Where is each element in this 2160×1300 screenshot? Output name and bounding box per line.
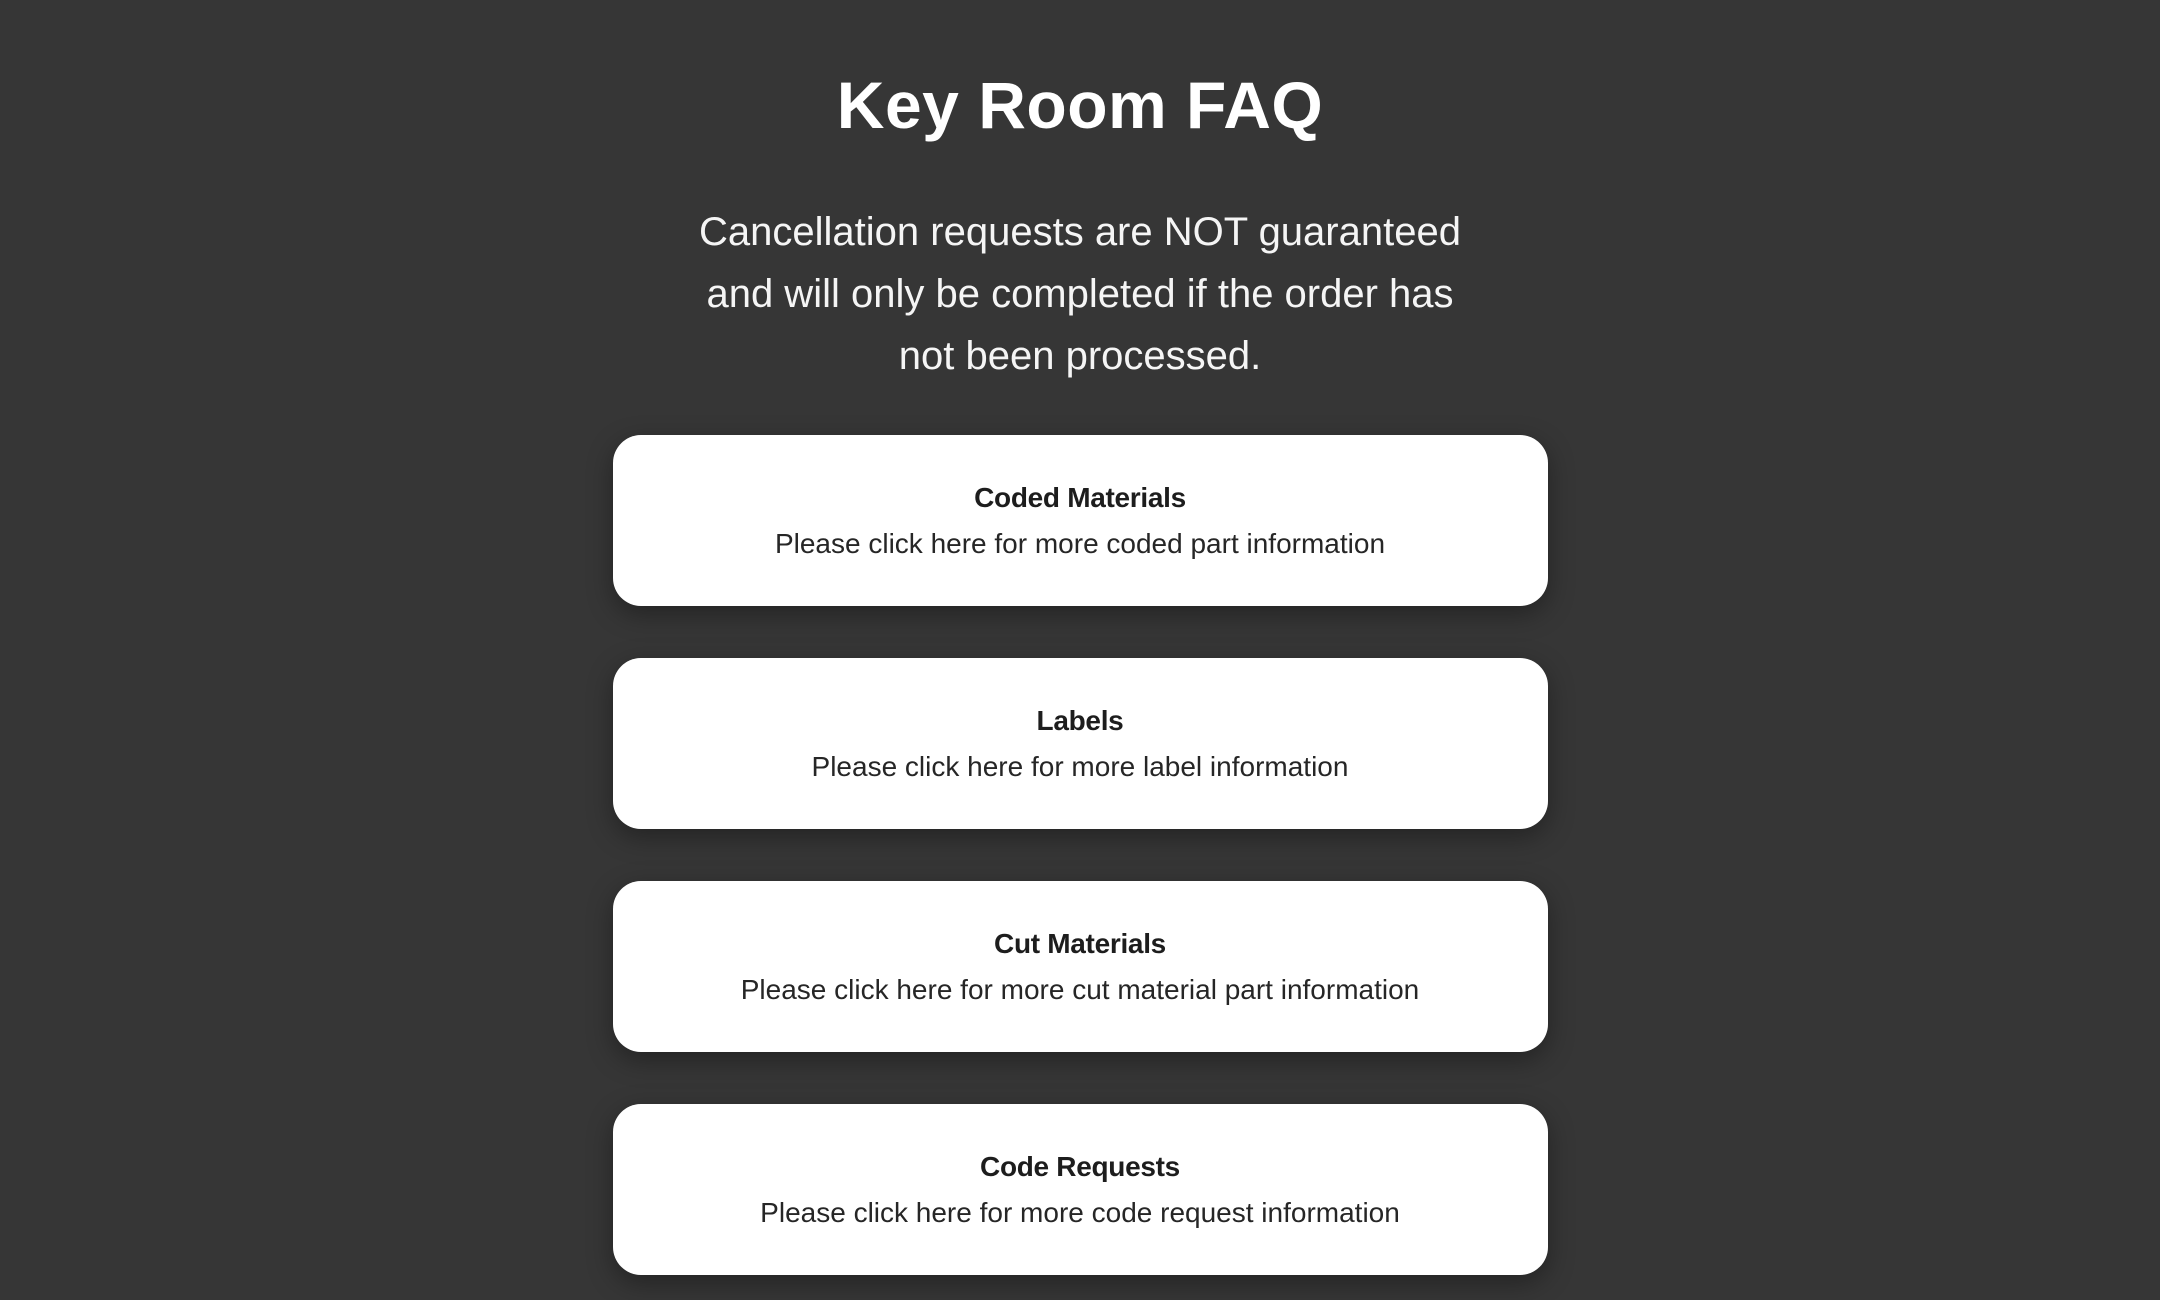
card-subtitle: Please click here for more label information [811,750,1349,782]
faq-card-list [613,435,1548,1275]
card-subtitle: Please click here for more code request information [760,1196,1400,1228]
notice-line-1: Cancellation requests are NOT guaranteed [699,210,1461,255]
card-title: Coded Materials [974,482,1186,514]
notice-line-3: not been processed. [898,334,1262,379]
card-title: Labels [1036,705,1124,737]
card-labels[interactable] [613,658,1548,829]
notice-line-2: and will only be completed if the order has [706,272,1454,317]
card-code-requests[interactable] [613,1104,1548,1275]
cancellation-notice [699,201,1461,387]
page-title: Key Room FAQ [836,68,1324,142]
card-subtitle: Please click here for more coded part information [774,527,1386,559]
card-title: Cut Materials [994,928,1166,960]
card-title: Code Requests [980,1151,1180,1183]
card-cut-materials[interactable] [613,881,1548,1052]
card-subtitle: Please click here for more cut material part information [740,973,1420,1005]
card-coded-materials[interactable] [613,435,1548,606]
